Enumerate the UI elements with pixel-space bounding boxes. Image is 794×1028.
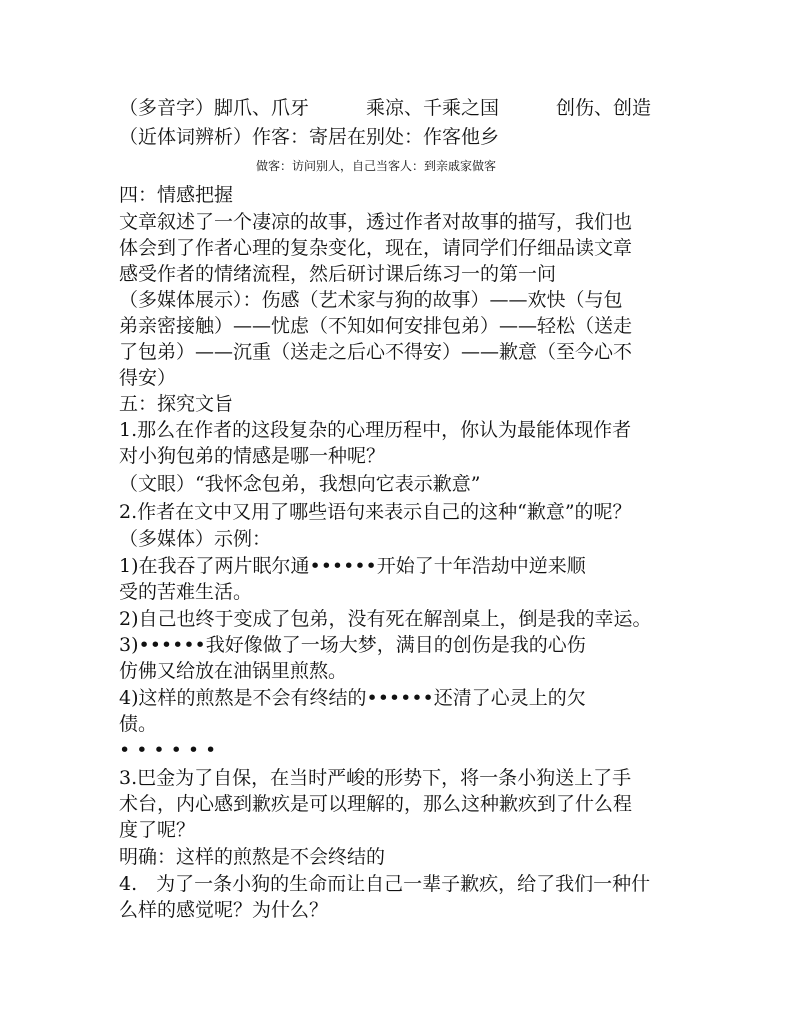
paragraph-line: 了包弟）——沉重（送走之后心不得安）——歉意（至今心不 bbox=[119, 341, 633, 363]
question-1-cont: 对小狗包弟的情感是哪一种呢？ bbox=[119, 445, 386, 467]
example-3-cont: 仿佛又给放在油锅里煎熬。 bbox=[119, 660, 348, 682]
section-heading-emotion: 四：情感把握 bbox=[119, 184, 234, 206]
ellipsis-dots: •••••• bbox=[119, 739, 223, 761]
synonym-zuoke: （近体词辨析）作客：寄居在别处：作客他乡 bbox=[119, 126, 500, 148]
example-3: 3)••••••我好像做了一场大梦，满目的创伤是我的心伤 bbox=[119, 634, 586, 656]
question-3-cont: 术台，内心感到歉疚是可以理解的，那么这种歉疚到了什么程 bbox=[119, 793, 633, 815]
section-heading-theme: 五：探究文旨 bbox=[119, 393, 234, 415]
example-1-cont: 受的苦难生活。 bbox=[119, 581, 253, 603]
text-eye: （文眼）“我怀念包弟，我想向它表示歉意” bbox=[119, 473, 481, 495]
example-1: 1)在我吞了两片眠尔通••••••开始了十年浩劫中逆来顺 bbox=[119, 555, 586, 577]
question-4: 4. 为了一条小狗的生命而让自己一辈子歉疚，给了我们一种什 bbox=[119, 873, 651, 895]
question-4-cont: 么样的感觉呢？为什么？ bbox=[119, 899, 329, 921]
paragraph-line: （多媒体展示）：伤感（艺术家与狗的故事）——欢快（与包 bbox=[119, 289, 623, 311]
answer: 明确：这样的煎熬是不会终结的 bbox=[119, 846, 386, 868]
polyphone-examples: （多音字）脚爪、爪牙 乘凉、千乘之国 创伤、创造 bbox=[119, 97, 652, 119]
example-2: 2)自己也终于变成了包弟，没有死在解剖桌上，倒是我的幸运。 bbox=[119, 608, 652, 630]
example-4-cont: 债。 bbox=[119, 713, 158, 735]
paragraph-line: 文章叙述了一个凄凉的故事，透过作者对故事的描写，我们也 bbox=[119, 211, 633, 233]
question-2: 2.作者在文中又用了哪些语句来表示自己的这种“歉意”的呢？ bbox=[119, 501, 632, 523]
paragraph-line: 体会到了作者心理的复杂变化，现在，请同学们仔细品读文章 bbox=[119, 237, 633, 259]
question-3: 3.巴金为了自保，在当时严峻的形势下，将一条小狗送上了手 bbox=[119, 767, 632, 789]
synonym-zuoke-2: 做客：访问别人，自己当客人：到亲戚家做客 bbox=[256, 159, 497, 173]
paragraph-line: 弟亲密接触）——忧虑（不知如何安排包弟）——轻松（送走 bbox=[119, 315, 633, 337]
question-3-end: 度了呢？ bbox=[119, 819, 196, 841]
multimedia-example: （多媒体）示例： bbox=[119, 528, 272, 550]
question-1: 1.那么在作者的这段复杂的心理历程中，你认为最能体现作者 bbox=[119, 419, 632, 441]
example-4: 4)这样的煎熬是不会有终结的••••••还清了心灵上的欠 bbox=[119, 687, 586, 709]
paragraph-line: 得安） bbox=[119, 367, 177, 389]
paragraph-line: 感受作者的情绪流程，然后研讨课后练习一的第一问 bbox=[119, 263, 557, 285]
